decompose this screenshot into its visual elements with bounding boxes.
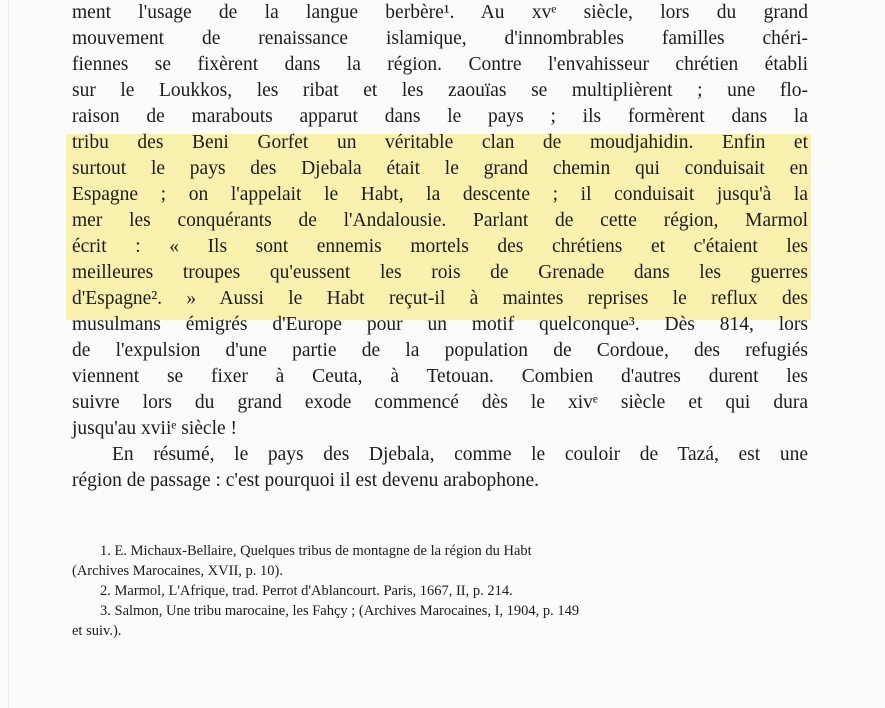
text-line: ment l'usage de la langue berbère¹. Au xvᵉ siècle, lors du grand	[72, 2, 808, 23]
text-line: viennent se fixer à Ceuta, à Tetouan. Combien d'autres durent les	[72, 366, 808, 387]
text-line: En résumé, le pays des Djebala, comme le couloir de Tazá, est une	[112, 444, 808, 465]
text-line: mer les conquérants de l'Andalousie. Parlant de cette région, Marmol	[72, 210, 808, 231]
footnote-line: 2. Marmol, L'Afrique, trad. Perrot d'Ablancourt. Paris, 1667, II, p. 214.	[100, 583, 513, 599]
text-line: de l'expulsion d'une partie de la population de Cordoue, des refugiés	[72, 340, 808, 361]
text-line: région de passage : c'est pourquoi il est devenu arabophone.	[72, 470, 540, 491]
page-edge	[8, 0, 9, 708]
text-line: mouvement de renaissance islamique, d'innombrables familles chéri-	[72, 28, 808, 49]
text-line: raison de marabouts apparut dans le pays ; ils formèrent dans la	[72, 106, 808, 127]
text-line: surtout le pays des Djebala était le grand chemin qui conduisait en	[72, 158, 808, 179]
text-line: musulmans émigrés d'Europe pour un motif quelconque³. Dès 814, lors	[72, 314, 808, 335]
text-line: Espagne ; on l'appelait le Habt, la descente ; il conduisait jusqu'à la	[72, 184, 808, 205]
footnotes	[72, 541, 807, 641]
text-line: meilleures troupes qu'eussent les rois de Grenade dans les guerres	[72, 262, 808, 283]
text-line: sur le Loukkos, les ribat et les zaouïas se multiplièrent ; une flo-	[72, 80, 808, 101]
body-text	[72, 0, 808, 494]
text-line: tribu des Beni Gorfet un véritable clan de moudjahidin. Enfin et	[72, 132, 808, 153]
text-line: d'Espagne². » Aussi le Habt reçut-il à maintes reprises le reflux des	[72, 288, 808, 309]
footnote-line: 3. Salmon, Une tribu marocaine, les Fahçy ; (Archives Marocaines, I, 1904, p. 149	[100, 603, 580, 619]
text-line: jusqu'au xviiᵉ siècle !	[72, 418, 238, 439]
footnote-line: 1. E. Michaux-Bellaire, Quelques tribus de montagne de la région du Habt	[100, 543, 532, 559]
text-line: fiennes se fixèrent dans la région. Contre l'envahisseur chrétien établi	[72, 54, 808, 75]
footnote-line: et suiv.).	[72, 623, 122, 639]
footnote-line: (Archives Marocaines, XVII, p. 10).	[72, 563, 283, 579]
text-line: suivre lors du grand exode commencé dès le xivᵉ siècle et qui dura	[72, 392, 808, 413]
text-line: écrit : « Ils sont ennemis mortels des chrétiens et c'étaient les	[72, 236, 808, 257]
